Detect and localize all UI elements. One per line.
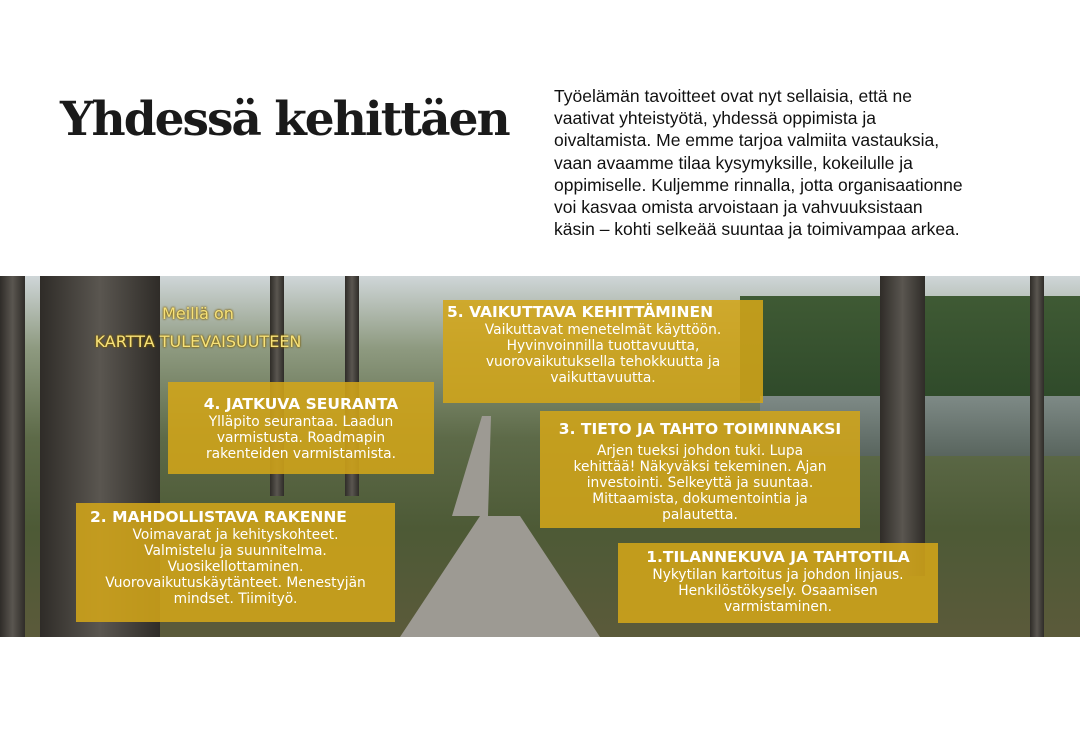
boardwalk <box>440 416 500 516</box>
intro-paragraph: Työelämän tavoitteet ovat nyt sellaisia, että ne vaativat yhteistyötä, yhdessä oppimista ja oivaltamista. Me emme tarjoa valmiita vastauksia, vaan avaamme tilaa kysymyksille, kokeilulle ja oppimiselle. Kuljemme rinnalla, jotta organisaationne voi kasvaa omista arvoistaan ja vahvuuksistaan käsin – kohti selkeää suuntaa ja toimivampaa arkea. <box>554 86 963 240</box>
tree-trunk <box>0 276 25 637</box>
step-text: Ylläpito seurantaa. Laadun varmistusta. Roadmapin rakenteiden varmistamista. <box>205 414 397 462</box>
boardwalk <box>400 516 600 637</box>
map-heading-line2: KARTTA TULEVAISUUTEEN <box>94 332 302 351</box>
step-text: Vaikuttavat menetelmät käyttöön. Hyvinvoinnilla tuottavuutta, vuorovaikutuksella tehokkuutta ja vaikuttavuutta. <box>484 322 722 386</box>
step-1-box <box>618 543 938 623</box>
step-text: Voimavarat ja kehityskohteet. Valmistelu ja suunnitelma. Vuosikellottaminen. Vuorovaikutuskäytänteet. Menestyjän mindset. Tiimityö. <box>105 527 366 607</box>
step-2-box <box>76 503 395 622</box>
step-4-box <box>168 382 434 474</box>
step-title: 1.TILANNEKUVA JA TAHTOTILA <box>646 548 910 566</box>
step-5-box <box>443 300 763 403</box>
step-title: 4. JATKUVA SEURANTA <box>203 395 399 413</box>
page-title: Yhdessä kehittäen <box>60 92 509 147</box>
step-text: Arjen tueksi johdon tuki. Lupa kehittää! Näkyväksi tekeminen. Ajan investointi. Selkeyttä ja suuntaa. Mittaamista, dokumentointia ja palautetta. <box>573 443 827 523</box>
step-title: 2. MAHDOLLISTAVA RAKENNE <box>90 508 347 526</box>
step-title: 3. TIETO JA TAHTO TOIMINNAKSI <box>558 420 842 438</box>
tree-trunk <box>880 276 925 576</box>
step-title: 5. VAIKUTTAVA KEHITTÄMINEN <box>447 303 714 321</box>
map-heading-line1: Meillä on <box>162 304 234 323</box>
tree-trunk <box>1030 276 1044 637</box>
step-3-box <box>540 411 860 528</box>
step-text: Nykytilan kartoitus ja johdon linjaus. Henkilöstökysely. Osaamisen varmistaminen. <box>652 567 904 615</box>
map-heading <box>68 300 328 356</box>
